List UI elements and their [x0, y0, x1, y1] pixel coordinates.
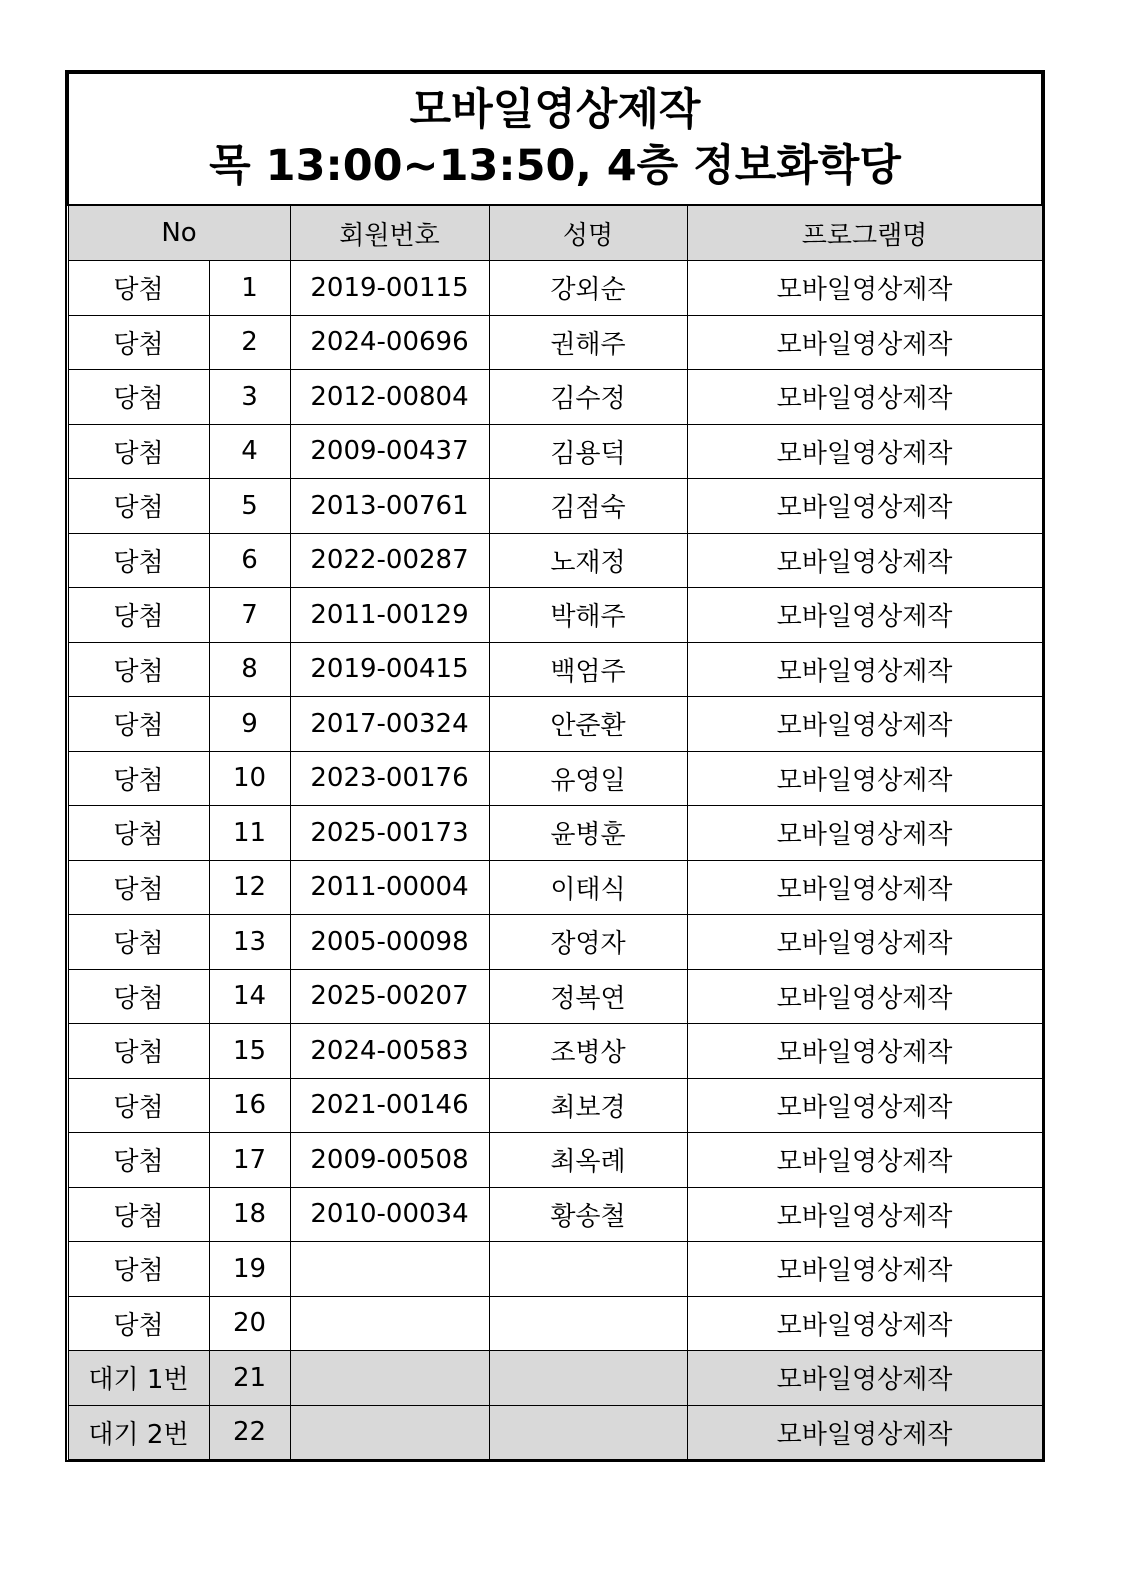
cell-program: 모바일영상제작 [687, 806, 1042, 861]
table-row [68, 1187, 1042, 1242]
cell-program: 모바일영상제작 [687, 1242, 1042, 1297]
cell-name: 유영일 [489, 751, 687, 806]
table-row [68, 1133, 1042, 1188]
cell-no: 2 [209, 315, 290, 370]
cell-name: 황송철 [489, 1187, 687, 1242]
cell-program: 모바일영상제작 [687, 1405, 1042, 1460]
table-row [68, 969, 1042, 1024]
cell-name: 김수정 [489, 370, 687, 425]
cell-name: 장영자 [489, 915, 687, 970]
cell-name: 김용덕 [489, 424, 687, 479]
table-row [68, 1405, 1042, 1460]
table-row [68, 806, 1042, 861]
table-row [68, 751, 1042, 806]
table-row [68, 315, 1042, 370]
cell-no: 22 [209, 1405, 290, 1460]
cell-member-no [290, 1351, 489, 1406]
cell-status: 당첨 [68, 261, 209, 316]
table-row [68, 1024, 1042, 1079]
cell-status: 당첨 [68, 1133, 209, 1188]
cell-program: 모바일영상제작 [687, 860, 1042, 915]
cell-program: 모바일영상제작 [687, 751, 1042, 806]
table-row [68, 1351, 1042, 1406]
cell-program: 모바일영상제작 [687, 479, 1042, 534]
cell-name: 안준환 [489, 697, 687, 752]
cell-status: 당첨 [68, 315, 209, 370]
cell-no: 20 [209, 1296, 290, 1351]
cell-name: 김점숙 [489, 479, 687, 534]
cell-status: 당첨 [68, 479, 209, 534]
cell-name: 윤병훈 [489, 806, 687, 861]
table-row [68, 1078, 1042, 1133]
cell-program: 모바일영상제작 [687, 1133, 1042, 1188]
cell-name [489, 1351, 687, 1406]
cell-member-no: 2009-00437 [290, 424, 489, 479]
table-row [68, 697, 1042, 752]
cell-member-no: 2021-00146 [290, 1078, 489, 1133]
cell-member-no: 2025-00207 [290, 969, 489, 1024]
cell-member-no [290, 1296, 489, 1351]
cell-no: 18 [209, 1187, 290, 1242]
cell-status: 당첨 [68, 915, 209, 970]
header-member-no: 회원번호 [290, 205, 489, 261]
cell-member-no: 2011-00004 [290, 860, 489, 915]
cell-name: 최옥례 [489, 1133, 687, 1188]
header-name: 성명 [489, 205, 687, 261]
cell-status: 당첨 [68, 642, 209, 697]
cell-name: 최보경 [489, 1078, 687, 1133]
roster-table [67, 72, 1043, 1460]
cell-status: 당첨 [68, 1078, 209, 1133]
roster-sheet [67, 72, 1041, 1460]
cell-name: 조병상 [489, 1024, 687, 1079]
cell-member-no: 2019-00115 [290, 261, 489, 316]
cell-program: 모바일영상제작 [687, 1024, 1042, 1079]
table-row [68, 370, 1042, 425]
table-row [68, 860, 1042, 915]
cell-name: 이태식 [489, 860, 687, 915]
cell-no: 21 [209, 1351, 290, 1406]
cell-no: 10 [209, 751, 290, 806]
cell-program: 모바일영상제작 [687, 533, 1042, 588]
header-row [68, 205, 1042, 261]
cell-program: 모바일영상제작 [687, 370, 1042, 425]
table-row [68, 424, 1042, 479]
cell-no: 1 [209, 261, 290, 316]
title-row [68, 73, 1042, 205]
cell-no: 15 [209, 1024, 290, 1079]
title-program: 모바일영상제작 [409, 85, 701, 136]
cell-status: 당첨 [68, 533, 209, 588]
table-row [68, 1296, 1042, 1351]
cell-no: 11 [209, 806, 290, 861]
cell-name: 박해주 [489, 588, 687, 643]
cell-program: 모바일영상제작 [687, 315, 1042, 370]
cell-member-no: 2019-00415 [290, 642, 489, 697]
cell-name: 백엄주 [489, 642, 687, 697]
cell-name [489, 1405, 687, 1460]
cell-member-no: 2022-00287 [290, 533, 489, 588]
cell-status: 당첨 [68, 751, 209, 806]
cell-no: 7 [209, 588, 290, 643]
table-row [68, 1242, 1042, 1297]
cell-status: 당첨 [68, 588, 209, 643]
cell-no: 12 [209, 860, 290, 915]
cell-member-no: 2024-00583 [290, 1024, 489, 1079]
cell-status: 당첨 [68, 860, 209, 915]
cell-program: 모바일영상제작 [687, 424, 1042, 479]
roster-body [68, 261, 1042, 1460]
cell-program: 모바일영상제작 [687, 915, 1042, 970]
table-row [68, 479, 1042, 534]
cell-status: 당첨 [68, 969, 209, 1024]
table-row [68, 588, 1042, 643]
cell-program: 모바일영상제작 [687, 261, 1042, 316]
cell-status: 대기 2번 [68, 1405, 209, 1460]
cell-status: 당첨 [68, 370, 209, 425]
cell-member-no: 2010-00034 [290, 1187, 489, 1242]
cell-name: 노재정 [489, 533, 687, 588]
cell-no: 9 [209, 697, 290, 752]
cell-member-no: 2009-00508 [290, 1133, 489, 1188]
table-row [68, 915, 1042, 970]
cell-status: 당첨 [68, 1242, 209, 1297]
cell-status: 당첨 [68, 697, 209, 752]
cell-status: 당첨 [68, 424, 209, 479]
cell-name: 권해주 [489, 315, 687, 370]
header-program: 프로그램명 [687, 205, 1042, 261]
cell-program: 모바일영상제작 [687, 1296, 1042, 1351]
cell-member-no: 2023-00176 [290, 751, 489, 806]
title-schedule: 목 13:00~13:50, 4층 정보화학당 [209, 141, 901, 191]
cell-program: 모바일영상제작 [687, 642, 1042, 697]
cell-member-no [290, 1405, 489, 1460]
cell-program: 모바일영상제작 [687, 1187, 1042, 1242]
table-row [68, 642, 1042, 697]
cell-no: 13 [209, 915, 290, 970]
cell-no: 14 [209, 969, 290, 1024]
table-row [68, 533, 1042, 588]
table-row [68, 261, 1042, 316]
cell-member-no: 2017-00324 [290, 697, 489, 752]
cell-no: 8 [209, 642, 290, 697]
cell-program: 모바일영상제작 [687, 1078, 1042, 1133]
cell-status: 당첨 [68, 1024, 209, 1079]
cell-member-no: 2005-00098 [290, 915, 489, 970]
cell-name [489, 1296, 687, 1351]
cell-member-no: 2011-00129 [290, 588, 489, 643]
cell-status: 당첨 [68, 1296, 209, 1351]
cell-no: 16 [209, 1078, 290, 1133]
cell-no: 4 [209, 424, 290, 479]
cell-member-no [290, 1242, 489, 1297]
cell-member-no: 2024-00696 [290, 315, 489, 370]
cell-no: 17 [209, 1133, 290, 1188]
cell-member-no: 2012-00804 [290, 370, 489, 425]
title-cell [68, 73, 1042, 205]
cell-member-no: 2013-00761 [290, 479, 489, 534]
cell-program: 모바일영상제작 [687, 969, 1042, 1024]
cell-status: 대기 1번 [68, 1351, 209, 1406]
cell-program: 모바일영상제작 [687, 588, 1042, 643]
cell-status: 당첨 [68, 1187, 209, 1242]
cell-program: 모바일영상제작 [687, 1351, 1042, 1406]
cell-no: 5 [209, 479, 290, 534]
cell-name: 강외순 [489, 261, 687, 316]
cell-name: 정복연 [489, 969, 687, 1024]
cell-program: 모바일영상제작 [687, 697, 1042, 752]
header-no: No [68, 205, 290, 261]
cell-name [489, 1242, 687, 1297]
cell-no: 3 [209, 370, 290, 425]
cell-no: 19 [209, 1242, 290, 1297]
cell-status: 당첨 [68, 806, 209, 861]
cell-no: 6 [209, 533, 290, 588]
cell-member-no: 2025-00173 [290, 806, 489, 861]
